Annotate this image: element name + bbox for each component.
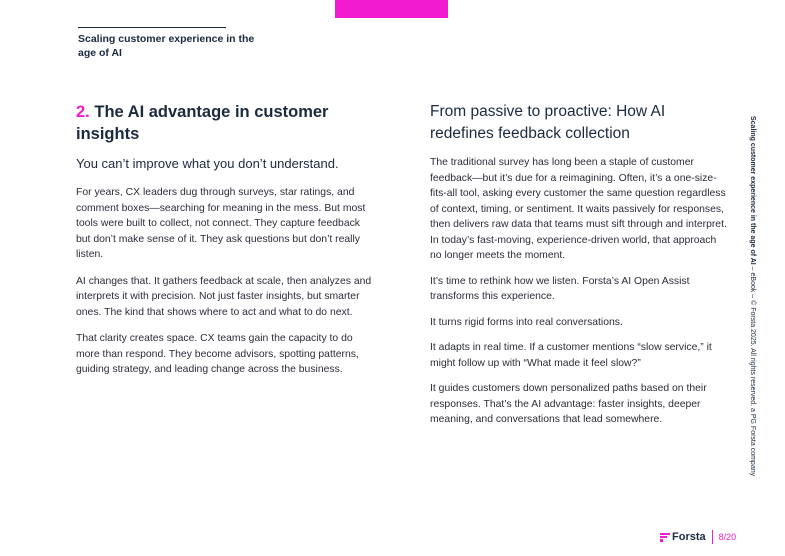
header-rule bbox=[78, 27, 226, 28]
left-paragraph-1: For years, CX leaders dug through surveys, star ratings, and comment boxes—searching for meaning in the mess. But most tools were built to collect, not connect. They capture feedback but don’t make sense of it. They ask questions but don’t really listen. bbox=[76, 187, 366, 260]
right-paragraph-3: It turns rigid forms into real conversations. bbox=[430, 316, 623, 328]
section-heading bbox=[76, 101, 376, 145]
right-paragraph-4: It adapts in real time. If a customer mentions “slow service,” it might follow up with “What made it feel slow?” bbox=[430, 342, 712, 369]
sidebar-doc-title: Scaling customer experience in the age of AI bbox=[749, 116, 756, 265]
footer-divider bbox=[712, 530, 713, 544]
forsta-logo-icon bbox=[660, 532, 670, 542]
left-column bbox=[76, 101, 376, 389]
right-paragraph-2: It’s time to rethink how we listen. Forsta’s AI Open Assist transforms this experience. bbox=[430, 275, 690, 302]
section-title: The AI advantage in customer insights bbox=[76, 103, 329, 143]
page-footer bbox=[660, 529, 736, 545]
sidebar-copyright: – eBook – © Forsta 2025. All rights reserved. a PG Forsta company bbox=[749, 264, 756, 477]
page-number: 8/20 bbox=[718, 532, 737, 542]
document-header-title: Scaling customer experience in the age of AI bbox=[78, 33, 255, 59]
left-paragraph-3: That clarity creates space. CX teams gain the capacity to do more than respond. They become advisors, spotting patterns, guiding strategy, and leading change across the business. bbox=[76, 333, 359, 375]
subsection-title: From passive to proactive: How AI redefines feedback collection bbox=[430, 103, 666, 142]
section-number: 2. bbox=[76, 103, 90, 121]
lead-sentence: You can’t improve what you don’t understand. bbox=[76, 156, 339, 171]
top-accent-bar bbox=[335, 0, 448, 18]
forsta-logo-text: Forsta bbox=[672, 531, 706, 543]
left-paragraph-2: AI changes that. It gathers feedback at scale, then analyzes and interprets it with precision. Not just faster insights, but smarter ones. The kind that shows where to act and what to do next. bbox=[76, 275, 372, 318]
vertical-copyright-text bbox=[749, 116, 756, 476]
right-column bbox=[430, 101, 730, 438]
right-paragraph-5: It guides customers down personalized paths based on their responses. That’s the AI advantage: faster insights, deeper meaning, and conversations that lead somewhere. bbox=[430, 383, 707, 425]
right-paragraph-1: The traditional survey has long been a staple of customer feedback—but it’s due for a reimagining. Often, it’s a one-size-fits-all tool, asking every customer the same question regardless of context, timing, or sentiment. It waits passively for responses, then delivers raw data that teams must sift through and interpret. In today’s fast-moving, experience-driven world, that approach no longer meets the moment. bbox=[430, 157, 727, 261]
